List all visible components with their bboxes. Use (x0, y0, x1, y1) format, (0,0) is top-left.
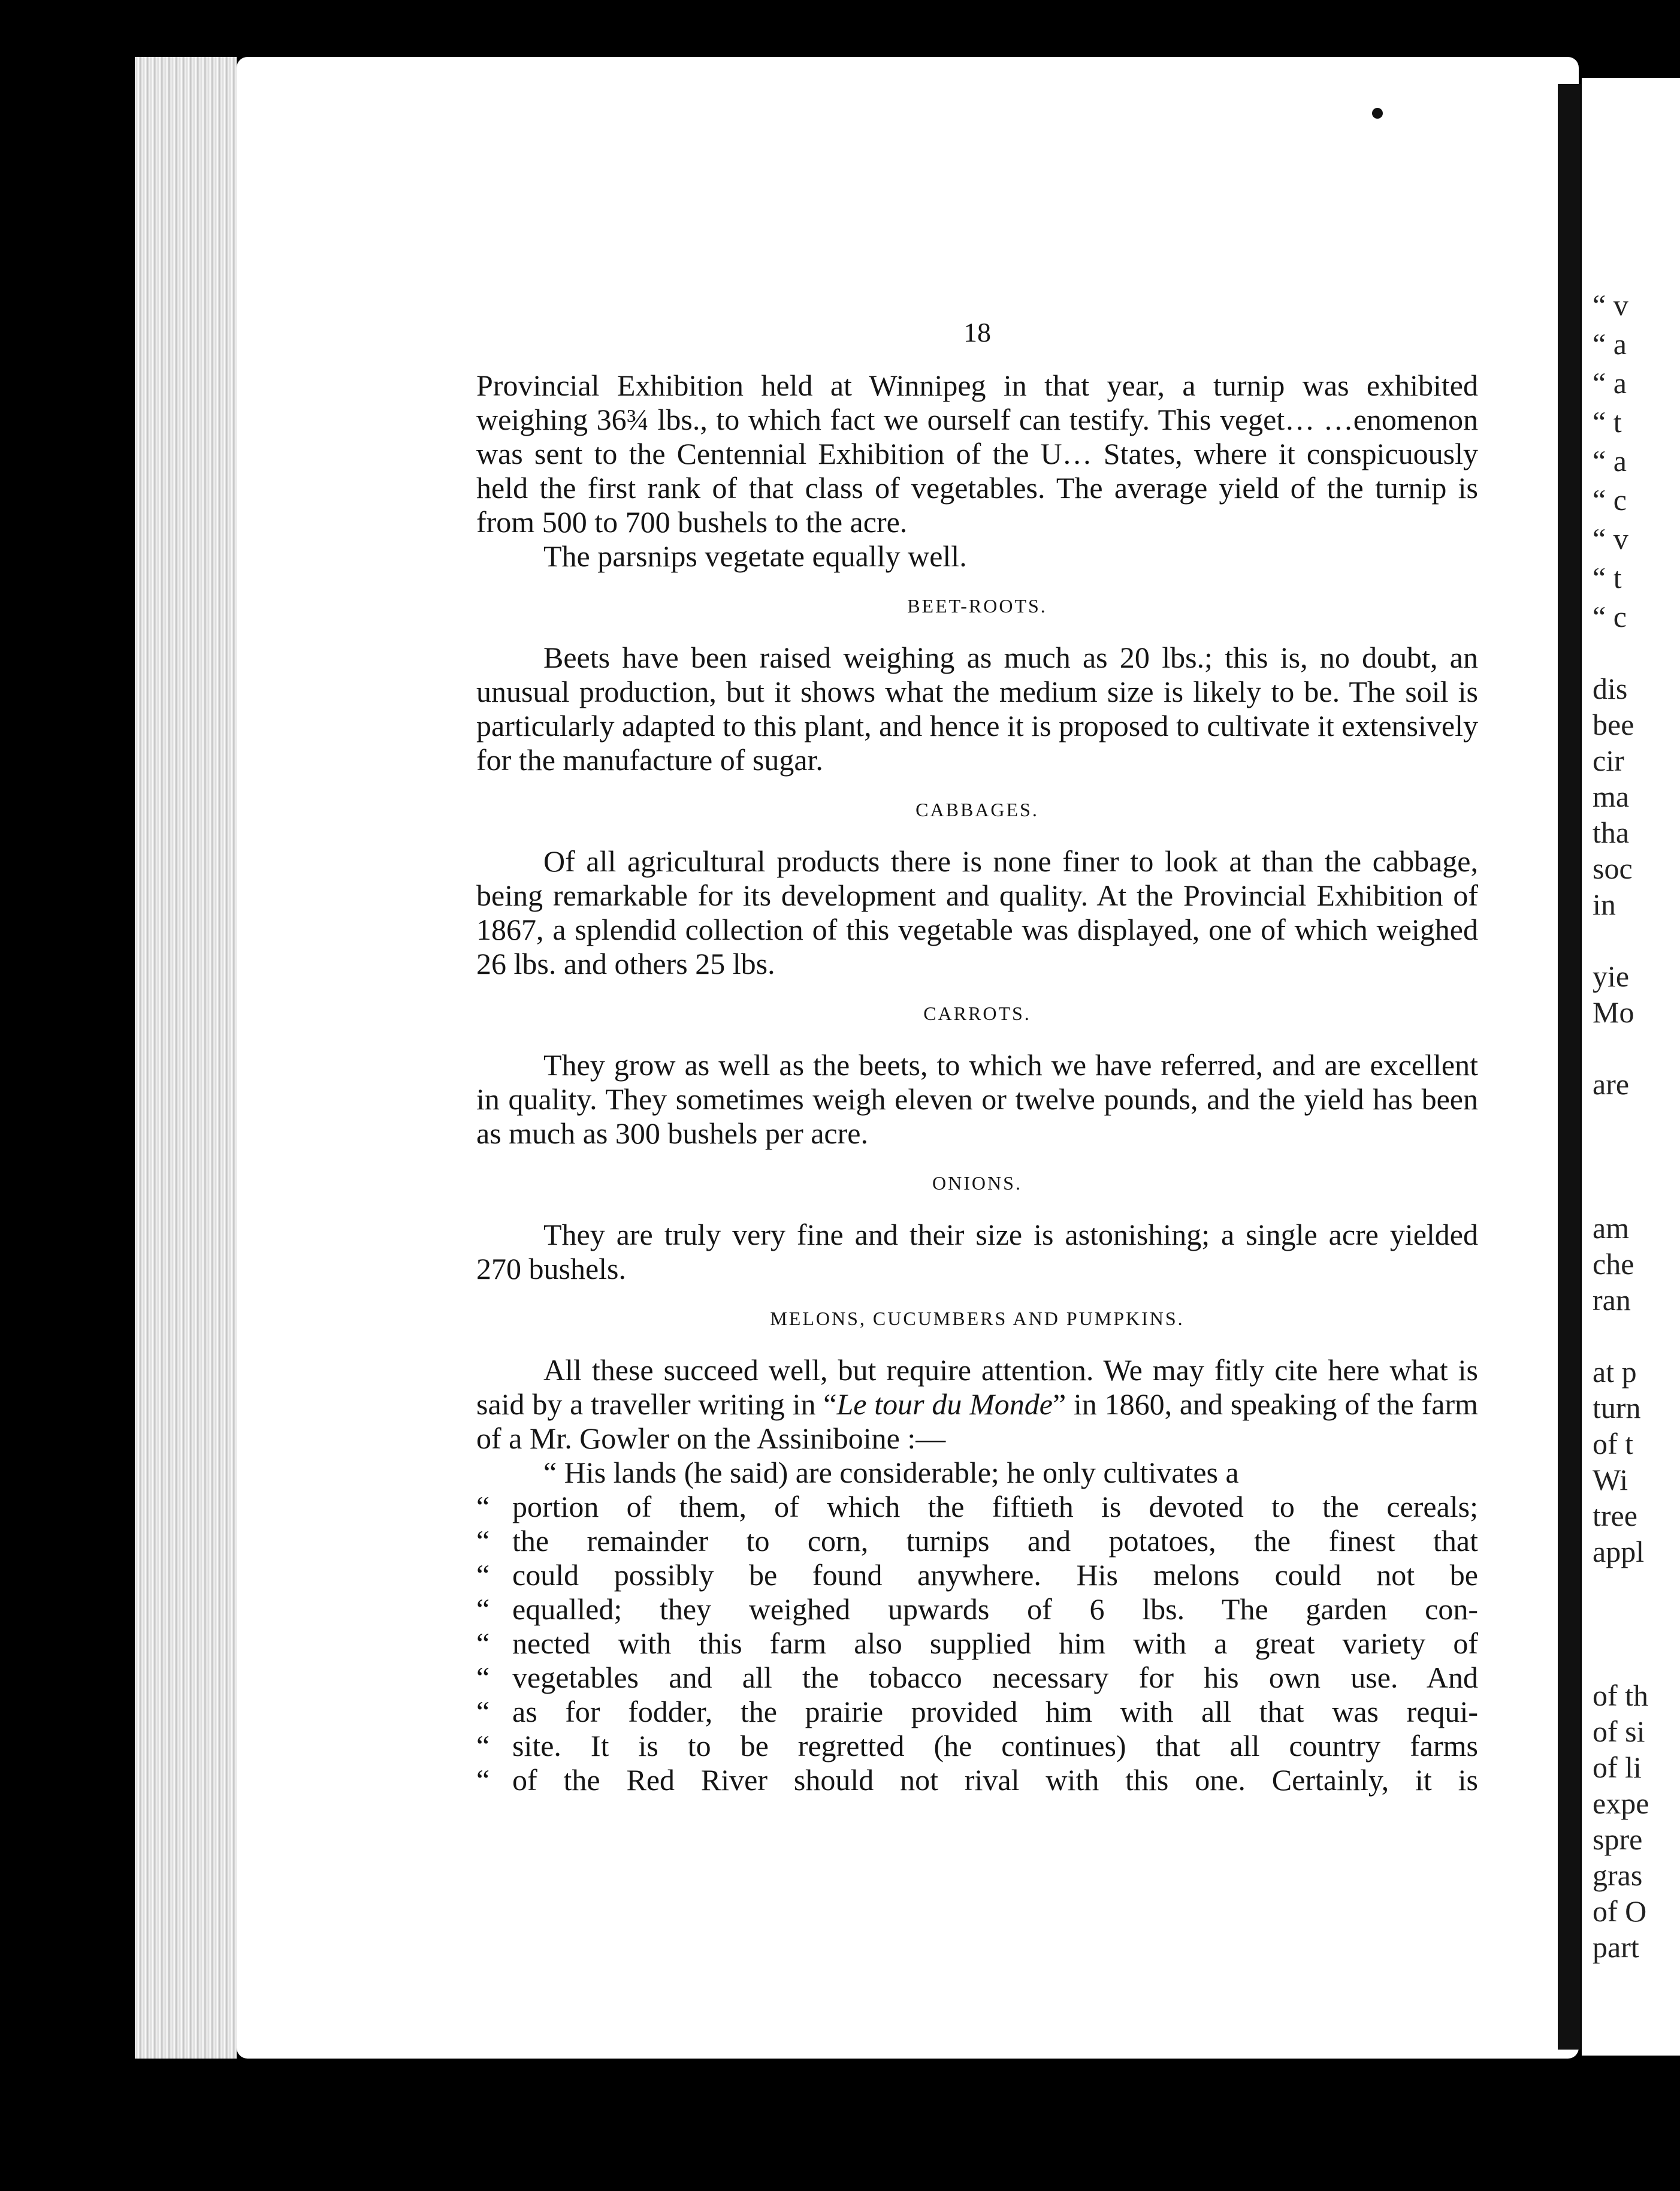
melons-text-italic: Le tour du Monde (836, 1387, 1053, 1421)
quote-mark: “ (476, 1729, 490, 1763)
facing-page-fragment: Wi (1593, 1463, 1628, 1496)
quote-mark: “ (476, 1661, 490, 1694)
quote-line-text: vegetables and all the tobacco necessary for his own use. And (512, 1661, 1478, 1694)
quote-line (476, 1763, 1478, 1797)
gutter-shadow (1558, 84, 1581, 2050)
facing-page-fragment: turn (1593, 1391, 1641, 1425)
paragraph-cabbages: Of all agricultural products there is none finer to look at than the cabbage, being remarkable for its development and quality. At the Provincial Exhibition of 1867, a splendid collection of this vegetable was displayed, one of which weighed 26 lbs. and others 25 lbs. (476, 844, 1478, 980)
facing-page-fragment: yie (1593, 959, 1630, 993)
quote-line-text: as for fodder, the prairie provided him with all that was requi- (512, 1695, 1478, 1728)
quote-line (476, 1661, 1478, 1695)
facing-page-fragment: “ a (1593, 327, 1627, 361)
paragraph-parsnips: The parsnips vegetate equally well. (543, 539, 967, 573)
facing-page-fragment: che (1593, 1247, 1634, 1281)
facing-page-fragment: spre (1593, 1822, 1643, 1856)
facing-page-fragment: dis (1593, 672, 1628, 705)
facing-page-fragment: “ v (1593, 288, 1628, 322)
quote-block (476, 1490, 1478, 1797)
facing-page-fragment: gras (1593, 1858, 1643, 1892)
facing-page-fragment: Mo (1593, 995, 1634, 1029)
quote-line (476, 1695, 1478, 1729)
quote-line-text: could possibly be found anywhere. His melons could not be (512, 1558, 1478, 1592)
quote-line (476, 1592, 1478, 1626)
melons-text-after: ” in 1860, and speaking of the farm of a Mr. Gowler on the Assiniboine :— (476, 1387, 1478, 1455)
facing-page-fragment: “ c (1593, 600, 1627, 633)
quote-mark: “ (476, 1592, 490, 1626)
quote-first-line: “ His lands (he said) are considerable; he only cultivates a (543, 1456, 1239, 1489)
facing-page-fragment: of th (1593, 1679, 1649, 1712)
facing-page-fragment: in (1593, 888, 1616, 921)
paragraph-turnip: Provincial Exhibition held at Winnipeg in that year, a turnip was exhibited weighing 36¾ lbs., to which fact we ourself can testify. This veget… …enomenon was sent to the Centennial Exhibition of the U… States, where it conspicuously held the first rank of that class of vegetables. The average yield of the turnip is from 500 to 700 bushels to the acre. (476, 369, 1478, 539)
heading-onions: ONIONS. (932, 1172, 1022, 1194)
facing-page-fragment: cir (1593, 744, 1624, 777)
facing-page-fragment: are (1593, 1067, 1630, 1101)
facing-page-fragment: “ a (1593, 366, 1627, 400)
quote-line-text: of the Red River should not rival with this one. Certainly, it is (512, 1763, 1478, 1797)
paragraph-carrots: They grow as well as the beets, to which we have referred, and are excellent in quality. They sometimes weigh eleven or twelve pounds, and the yield has been as much as 300 bushels per acre. (476, 1048, 1478, 1150)
facing-page-fragment: part (1593, 1930, 1639, 1964)
book-page-edges (135, 57, 237, 2059)
facing-page-fragment: of li (1593, 1751, 1642, 1784)
paragraph-beet-roots: Beets have been raised weighing as much as 20 lbs.; this is, no doubt, an unusual production, but it shows what the medium size is likely to be. The soil is particularly adapted to this plant, and hence it is proposed to cultivate it extensively for the manufacture of sugar. (476, 641, 1478, 777)
facing-page-fragment: “ t (1593, 561, 1622, 594)
facing-page-fragment: of O (1593, 1894, 1647, 1928)
heading-carrots: CARROTS. (923, 1003, 1031, 1024)
quote-mark: “ (476, 1524, 490, 1558)
quote-mark: “ (476, 1763, 490, 1797)
paragraph-onions: They are truly very fine and their size is astonishing; a single acre yielded 270 bushels. (476, 1218, 1478, 1285)
facing-page-fragment: soc (1593, 852, 1633, 885)
facing-page-fragment: tree (1593, 1499, 1637, 1532)
quote-mark: “ (476, 1695, 490, 1728)
facing-page-fragment: of t (1593, 1427, 1634, 1460)
quote-line-text: site. It is to be regretted (he continues) that all country farms (512, 1729, 1478, 1763)
heading-beet-roots: BEET-ROOTS. (907, 595, 1047, 617)
facing-page-fragment: ma (1593, 780, 1630, 813)
facing-page (1582, 78, 1680, 2056)
page-number: 18 (963, 317, 991, 348)
quote-line-text: portion of them, of which the fiftieth is devoted to the cereals; (512, 1490, 1478, 1523)
quote-line (476, 1558, 1478, 1592)
quote-line (476, 1626, 1478, 1661)
quote-line (476, 1524, 1478, 1558)
quote-mark: “ (476, 1626, 490, 1660)
page-text (476, 315, 1478, 1797)
facing-page-fragment: expe (1593, 1786, 1649, 1820)
heading-cabbages: CABBAGES. (915, 799, 1039, 820)
quote-line-text: nected with this farm also supplied him with a great variety of (512, 1626, 1478, 1660)
quote-mark: “ (476, 1558, 490, 1592)
quote-line-text: equalled; they weighed upwards of 6 lbs. The garden con- (512, 1592, 1478, 1626)
facing-page-fragment: “ t (1593, 405, 1622, 439)
quote-line (476, 1729, 1478, 1763)
facing-page-fragment: bee (1593, 708, 1634, 741)
facing-page-fragment: ran (1593, 1283, 1631, 1317)
facing-page-fragment: of si (1593, 1715, 1645, 1748)
melons-text-before: All these succeed well, but require attention. We may fitly cite here what is said by a traveller writing in “ (476, 1353, 1478, 1421)
quote-line-text: the remainder to corn, turnips and potatoes, the finest that (512, 1524, 1478, 1558)
facing-page-fragment: “ v (1593, 522, 1628, 556)
quote-line (476, 1490, 1478, 1524)
facing-page-fragment: “ a (1593, 444, 1627, 478)
facing-page-fragment: “ c (1593, 483, 1627, 517)
ink-spot (1372, 108, 1383, 119)
facing-page-fragment: appl (1593, 1535, 1645, 1568)
paragraph-melons (476, 1353, 1478, 1456)
facing-page-fragment: tha (1593, 816, 1630, 849)
facing-page-fragment: at p (1593, 1355, 1637, 1389)
facing-page-fragment: am (1593, 1211, 1630, 1245)
heading-melons: MELONS, CUCUMBERS AND PUMPKINS. (770, 1308, 1185, 1329)
quote-mark: “ (476, 1490, 490, 1523)
